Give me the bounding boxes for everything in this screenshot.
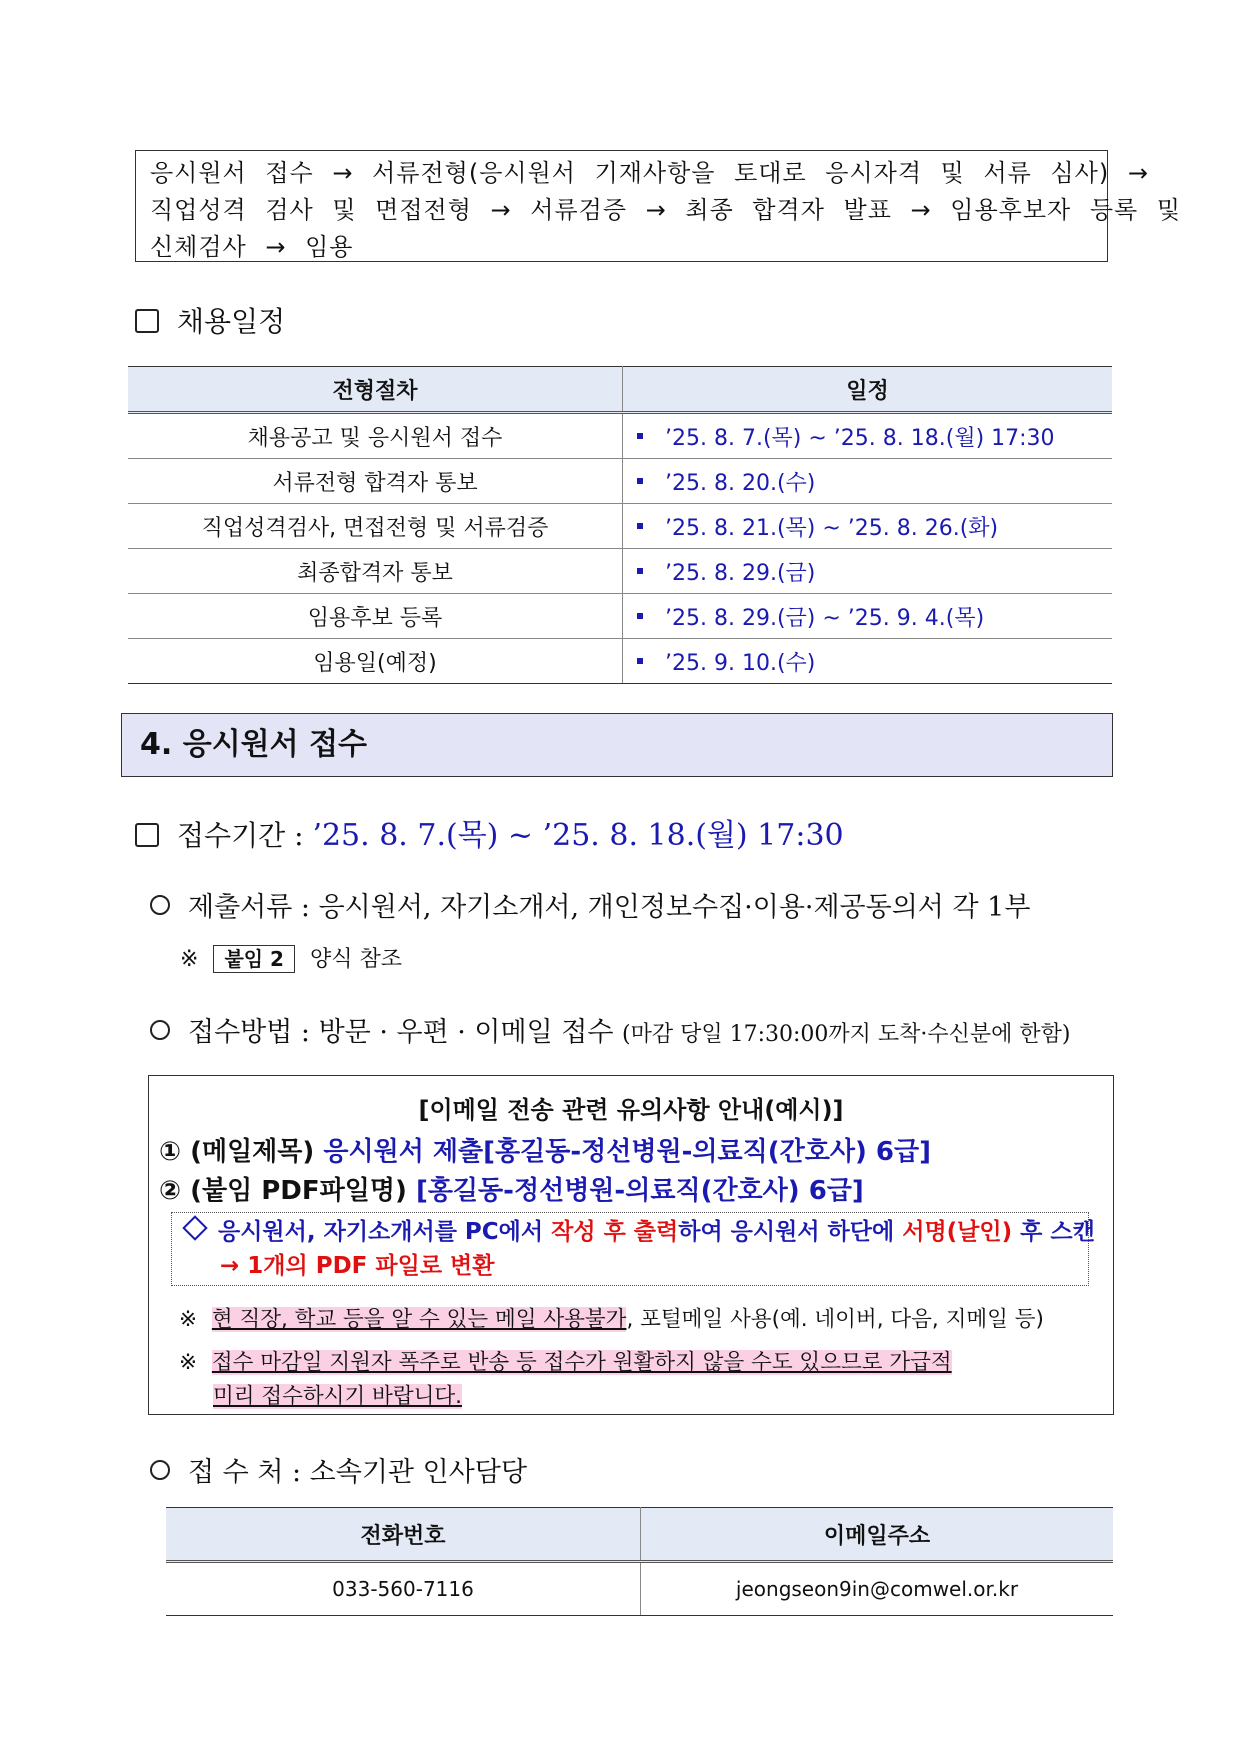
warning-mark: ※ bbox=[179, 1307, 198, 1332]
period-value: ’25. 8. 7.(목) ~ ’25. 8. 18.(월) 17:30 bbox=[312, 818, 844, 853]
column-header-email: 이메일주소 bbox=[641, 1508, 1114, 1562]
method-note: (마감 당일 17:30:00까지 도착·수신분에 한함) bbox=[622, 1022, 1071, 1047]
contact-table bbox=[166, 1507, 1113, 1616]
mail-subject-label: ① (메일제목) bbox=[159, 1137, 315, 1167]
method-text: 접수방법 : 방문 · 우편 · 이메일 접수 bbox=[188, 1017, 614, 1048]
process-flow-box bbox=[135, 150, 1182, 262]
date-text: ’25. 8. 29.(금) ~ ’25. 9. 4.(목) bbox=[665, 605, 985, 631]
date-text: ’25. 8. 29.(금) bbox=[665, 560, 816, 586]
contact-heading bbox=[150, 1450, 527, 1489]
phone-cell: 033-560-7116 bbox=[166, 1562, 641, 1616]
date-text: ’25. 8. 7.(목) ~ ’25. 8. 18.(월) 17:30 bbox=[665, 425, 1055, 451]
date-cell bbox=[623, 639, 1113, 684]
date-text: ’25. 8. 20.(수) bbox=[665, 470, 816, 496]
table-row bbox=[128, 459, 1112, 504]
attachment-suffix: 양식 참조 bbox=[309, 947, 402, 972]
date-cell bbox=[623, 459, 1113, 504]
date-cell bbox=[623, 594, 1113, 639]
pdf-instruction-line-2: → 1개의 PDF 파일로 변환 bbox=[220, 1253, 495, 1279]
schedule-heading-text: 채용일정 bbox=[177, 305, 286, 338]
schedule-heading bbox=[135, 300, 285, 340]
warning-1-rest: , 포털메일 사용(예. 네이버, 다음, 지메일 등) bbox=[626, 1307, 1044, 1332]
contact-heading-text: 접 수 처 : 소속기관 인사담당 bbox=[188, 1457, 527, 1488]
square-dot-icon bbox=[637, 433, 643, 439]
table-header-row bbox=[166, 1508, 1113, 1562]
pdf-instruction-line-1 bbox=[182, 1215, 1095, 1249]
column-header-date: 일정 bbox=[623, 367, 1113, 413]
step-cell: 서류전형 합격자 통보 bbox=[128, 459, 623, 504]
process-line-2: 직업성격 검사 및 면접전형 → 서류검증 → 최종 합격자 발표 → 임용후보자 등록 및 bbox=[150, 196, 1182, 224]
pdf-instruction-box bbox=[171, 1212, 1095, 1286]
square-dot-icon bbox=[637, 568, 643, 574]
warning-2-line-2: 미리 접수하시기 바랍니다. bbox=[213, 1384, 462, 1409]
date-text: ’25. 8. 21.(목) ~ ’25. 8. 26.(화) bbox=[665, 515, 999, 541]
step-cell: 임용후보 등록 bbox=[128, 594, 623, 639]
step-cell: 채용공고 및 응시원서 접수 bbox=[128, 413, 623, 459]
table-row bbox=[128, 639, 1112, 684]
email-notice-title: [이메일 전송 관련 유의사항 안내(예시)] bbox=[418, 1096, 844, 1124]
step-cell: 임용일(예정) bbox=[128, 639, 623, 684]
instruction-part: 하여 응시원서 하단에 bbox=[678, 1219, 895, 1245]
table-row bbox=[128, 504, 1112, 549]
attachment-name-label: ② (붙임 PDF파일명) bbox=[159, 1176, 407, 1206]
square-bullet-icon bbox=[135, 309, 159, 333]
step-cell: 최종합격자 통보 bbox=[128, 549, 623, 594]
warning-1 bbox=[179, 1302, 1044, 1333]
table-header-row bbox=[128, 367, 1112, 413]
date-cell bbox=[623, 504, 1113, 549]
email-notice-box bbox=[148, 1075, 1114, 1415]
process-line-1: 응시원서 접수 → 서류전형(응시원서 기재사항을 토대로 응시자격 및 서류 심사) → bbox=[150, 159, 1149, 187]
warning-1-highlight: 현 직장, 학교 등을 알 수 있는 메일 사용불가 bbox=[211, 1307, 627, 1332]
table-row bbox=[128, 549, 1112, 594]
schedule-table bbox=[128, 366, 1112, 684]
attachment-tag: 붙임 2 bbox=[213, 945, 295, 973]
square-dot-icon bbox=[637, 478, 643, 484]
square-bullet-icon bbox=[135, 823, 159, 847]
table-row bbox=[128, 594, 1112, 639]
method-line bbox=[150, 1010, 1070, 1049]
warning-mark: ※ bbox=[179, 1350, 198, 1375]
date-text: ’25. 9. 10.(수) bbox=[665, 650, 816, 676]
diamond-bullet-icon bbox=[182, 1215, 207, 1240]
warning-2-line-1: 접수 마감일 지원자 폭주로 반송 등 접수가 원활하지 않을 수도 있으므로 가급적 bbox=[211, 1350, 952, 1375]
period-label: 접수기간 : bbox=[177, 819, 304, 852]
step-cell: 직업성격검사, 면접전형 및 서류검증 bbox=[128, 504, 623, 549]
section-4-title: 4. 응시원서 접수 bbox=[121, 713, 1113, 777]
note-mark: ※ bbox=[180, 947, 199, 972]
square-dot-icon bbox=[637, 613, 643, 619]
instruction-highlight: 작성 후 출력 bbox=[551, 1219, 679, 1245]
circle-bullet-icon bbox=[150, 1460, 170, 1480]
mail-subject-value: 응시원서 제출[홍길동-정선병원-의료직(간호사) 6급] bbox=[323, 1137, 931, 1167]
documents-line bbox=[150, 885, 1030, 924]
mail-subject-line bbox=[159, 1131, 1113, 1168]
column-header-step: 전형절차 bbox=[128, 367, 623, 413]
table-row bbox=[128, 413, 1112, 459]
square-dot-icon bbox=[637, 658, 643, 664]
documents-text: 제출서류 : 응시원서, 자기소개서, 개인정보수집·이용·제공동의서 각 1부 bbox=[188, 892, 1031, 923]
warning-2 bbox=[179, 1346, 952, 1414]
table-row bbox=[166, 1562, 1113, 1616]
instruction-highlight: 서명(날인) bbox=[902, 1219, 1013, 1245]
instruction-part: 응시원서, 자기소개서를 PC에서 bbox=[218, 1219, 544, 1245]
circle-bullet-icon bbox=[150, 1020, 170, 1040]
circle-bullet-icon bbox=[150, 895, 170, 915]
process-line-3: 신체검사 → 임용 bbox=[150, 233, 354, 261]
date-cell bbox=[623, 413, 1113, 459]
square-dot-icon bbox=[637, 523, 643, 529]
column-header-phone: 전화번호 bbox=[166, 1508, 641, 1562]
attachment-name-value: [홍길동-정선병원-의료직(간호사) 6급] bbox=[415, 1176, 864, 1206]
attachment-name-line bbox=[159, 1170, 1113, 1207]
application-period bbox=[135, 810, 844, 854]
instruction-part: 후 스캔 bbox=[1020, 1219, 1095, 1245]
date-cell bbox=[623, 549, 1113, 594]
email-cell: jeongseon9in@comwel.or.kr bbox=[641, 1562, 1114, 1616]
attachment-note bbox=[180, 942, 402, 973]
